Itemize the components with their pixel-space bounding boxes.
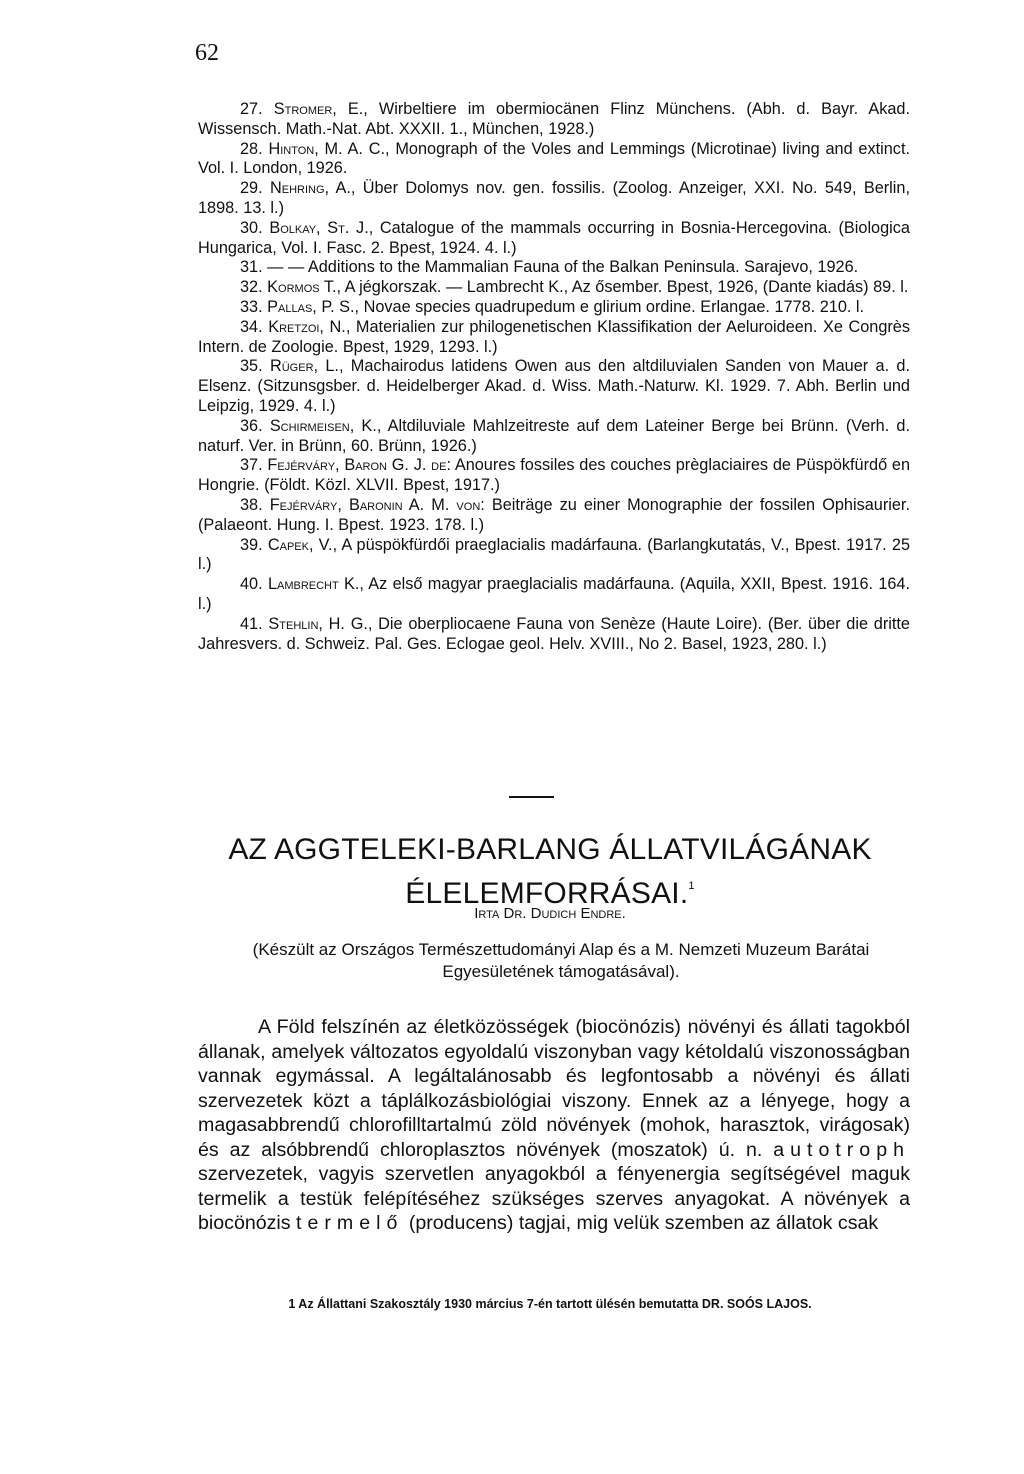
reference-number: 27. xyxy=(240,100,263,118)
reference-number: 28. xyxy=(240,139,263,158)
reference-item xyxy=(198,179,910,219)
reference-author: Hinton, M. A. C. xyxy=(268,139,386,158)
reference-text: , A jégkorszak. — Lambrecht K., Az ősember. Bpest, 1926, (Dante kiadás) 89. l. xyxy=(336,278,909,297)
title-line-2: ÉLELEMFORRÁSAI. xyxy=(405,877,689,910)
reference-text: Additions to the Mammalian Fauna of the Balkan Peninsula. Sarajevo, 1926. xyxy=(304,258,859,277)
reference-author: — — xyxy=(267,258,305,277)
reference-author: Rüger, L. xyxy=(269,357,339,376)
reference-item xyxy=(198,318,910,358)
reference-author: Kretzoi, N. xyxy=(268,317,346,336)
reference-author: Stromer, E. xyxy=(273,100,364,118)
reference-number: 29. xyxy=(240,179,263,198)
title-line-1: AZ AGGTELEKI-BARLANG ÁLLATVILÁGÁNAK xyxy=(228,833,872,866)
reference-number: 41. xyxy=(240,614,263,633)
reference-author: Capek, V. xyxy=(267,535,333,554)
reference-item xyxy=(198,615,910,655)
reference-item xyxy=(198,100,910,140)
body-text-2: szervezetek, vagyis szervetlen anyagokból a fényenergia segítségével maguk termelik a testük felépítéséhez szükséges szerves anyagokat. A növények a biocönózis xyxy=(198,1163,910,1234)
reference-author: Nehring, A. xyxy=(269,179,351,198)
reference-item xyxy=(198,278,910,298)
reference-author: Lambrecht K. xyxy=(267,575,360,594)
support-note: (Készült az Országos Természettudományi Alap és a M. Nemzeti Muzeum Barátai Egyesületének támogatásával). xyxy=(252,940,870,981)
reference-author: Fejérváry, Baron G. J. de xyxy=(267,456,447,475)
reference-item xyxy=(198,140,910,180)
reference-number: 31. xyxy=(240,258,263,277)
spaced-term-autotroph: autotroph xyxy=(773,1138,910,1161)
reference-number: 38. xyxy=(240,495,263,514)
page-number: 62 xyxy=(195,40,219,66)
reference-number: 34. xyxy=(240,317,263,336)
body-paragraph xyxy=(198,1015,910,1236)
reference-item xyxy=(198,357,910,416)
reference-number: 35. xyxy=(240,357,263,376)
reference-text: , Az első magyar praeglacialis madárfauna. (Aquila, XXII, Bpest. 1916. 164. l.) xyxy=(198,575,911,613)
reference-number: 33. xyxy=(240,297,263,316)
title-footnote-mark: 1 xyxy=(688,880,695,892)
reference-author: Fejérváry, Baronin A. M. von xyxy=(269,495,481,514)
article-title xyxy=(150,832,950,912)
reference-text: , Die oberpliocaene Fauna von Senèze (Haute Loire). (Ber. über die dritte Jahresvers. d. Schweiz. Pal. Ges. Eclogae geol. Helv. XVIII., No 2. Basel, 1923, 280. l.) xyxy=(198,614,910,653)
reference-author: Kormos T. xyxy=(267,278,337,297)
reference-author: Stehlin, H. G. xyxy=(268,614,368,633)
reference-number: 32. xyxy=(240,278,263,297)
section-divider xyxy=(509,796,554,798)
reference-text: , Monograph of the Voles and Lemmings (Microtinae) living and extinct. Vol. I. London, 1926. xyxy=(198,139,910,178)
reference-item xyxy=(198,417,910,457)
reference-text: , Materialien zur philogenetischen Klassifikation der Aeluroideen. Xe Congrès Intern. de Zoologie. Bpest, 1929, 1293. l.) xyxy=(198,317,910,356)
reference-number: 39. xyxy=(240,535,263,554)
reference-number: 30. xyxy=(240,218,263,237)
reference-text: : Anoures fossiles des couches prèglaciaires de Püspökfürdő en Hongrie. (Földt. Közl. XLVII. Bpest, 1917.) xyxy=(198,456,911,495)
reference-item xyxy=(198,298,910,318)
body-text-3: (producens) tagjai, mig velük szemben az állatok csak xyxy=(403,1212,879,1234)
reference-text: , Über Dolomys nov. gen. fossilis. (Zoolog. Anzeiger, XXI. No. 549, Berlin, 1898. 13. l.) xyxy=(198,179,910,217)
reference-number: 40. xyxy=(240,575,263,594)
reference-text: , Catalogue of the mammals occurring in Bosnia-Hercegovina. (Biologica Hungarica, Vol. I. Fasc. 2. Bpest, 1924. 4. l.) xyxy=(198,218,910,257)
reference-item xyxy=(198,219,910,259)
reference-item xyxy=(198,258,910,278)
spaced-term-termelo: termelő xyxy=(296,1212,404,1234)
footnote: 1 Az Állattani Szakosztály 1930 március 7-én tartott ülésén bemutatta DR. SOÓS LAJOS. xyxy=(288,1297,812,1311)
reference-number: 37. xyxy=(240,456,263,475)
reference-list xyxy=(198,100,910,654)
reference-text: : Beiträge zu einer Monographie der fossilen Ophisaurier. (Palaeont. Hung. I. Bpest. 1923. 178. l.) xyxy=(198,495,910,534)
reference-text: , A püspökfürdői praeglacialis madárfauna. (Barlangkutatás, V., Bpest. 1917. 25 l.) xyxy=(198,535,910,574)
reference-number: 36. xyxy=(240,416,263,435)
article-author: Irta Dr. Dudich Endre. xyxy=(474,905,626,922)
reference-item xyxy=(198,575,910,615)
body-text-1: A Föld felszínén az életközösségek (biocönózis) növényi és állati tagokból állanak, amelyek változatos egyoldalú viszonyban vagy kétoldalú viszonosságban vannak egymással. A legáltalánosabb és legfontosabb a növényi és állati szervezetek közt a táplálkozásbiológiai viszony. Ennek az a lényege, hogy a magasabbrendű chlorofilltartalmú zöld növények (mohok, harasztok, virágosak) és az alsóbbrendű chloroplasztos növények (moszatok) ú. n. xyxy=(198,1016,910,1161)
reference-item xyxy=(198,536,910,576)
reference-item xyxy=(198,456,910,496)
reference-text: , Machairodus latidens Owen aus den altdiluvialen Sanden von Mauer a. d. Elsenz. (Sitzunsgsber. d. Heidelberger Akad. d. Wiss. Math.-Naturw. Kl. 1929. 7. Abh. Berlin und Leipzig, 1929. 4. l.) xyxy=(198,357,911,415)
reference-author: Schirmeisen, K. xyxy=(269,416,377,435)
reference-text: , Altdiluviale Mahlzeitreste auf dem Lateiner Berge bei Brünn. (Verh. d. naturf. Ver. in Brünn, 60. Brünn, 1926.) xyxy=(198,416,911,455)
reference-author: Bolkay, St. J. xyxy=(269,218,369,237)
reference-text: , Wirbeltiere im obermiocänen Flinz Münchens. (Abh. d. Bayr. Akad. Wissensch. Math.-Nat. Abt. XXXII. 1., München, 1928.) xyxy=(198,100,911,138)
reference-author: Pallas, P. S. xyxy=(267,297,355,316)
reference-text: , Novae species quadrupedum e glirium ordine. Erlangae. 1778. 210. l. xyxy=(354,297,865,316)
reference-item xyxy=(198,496,910,536)
